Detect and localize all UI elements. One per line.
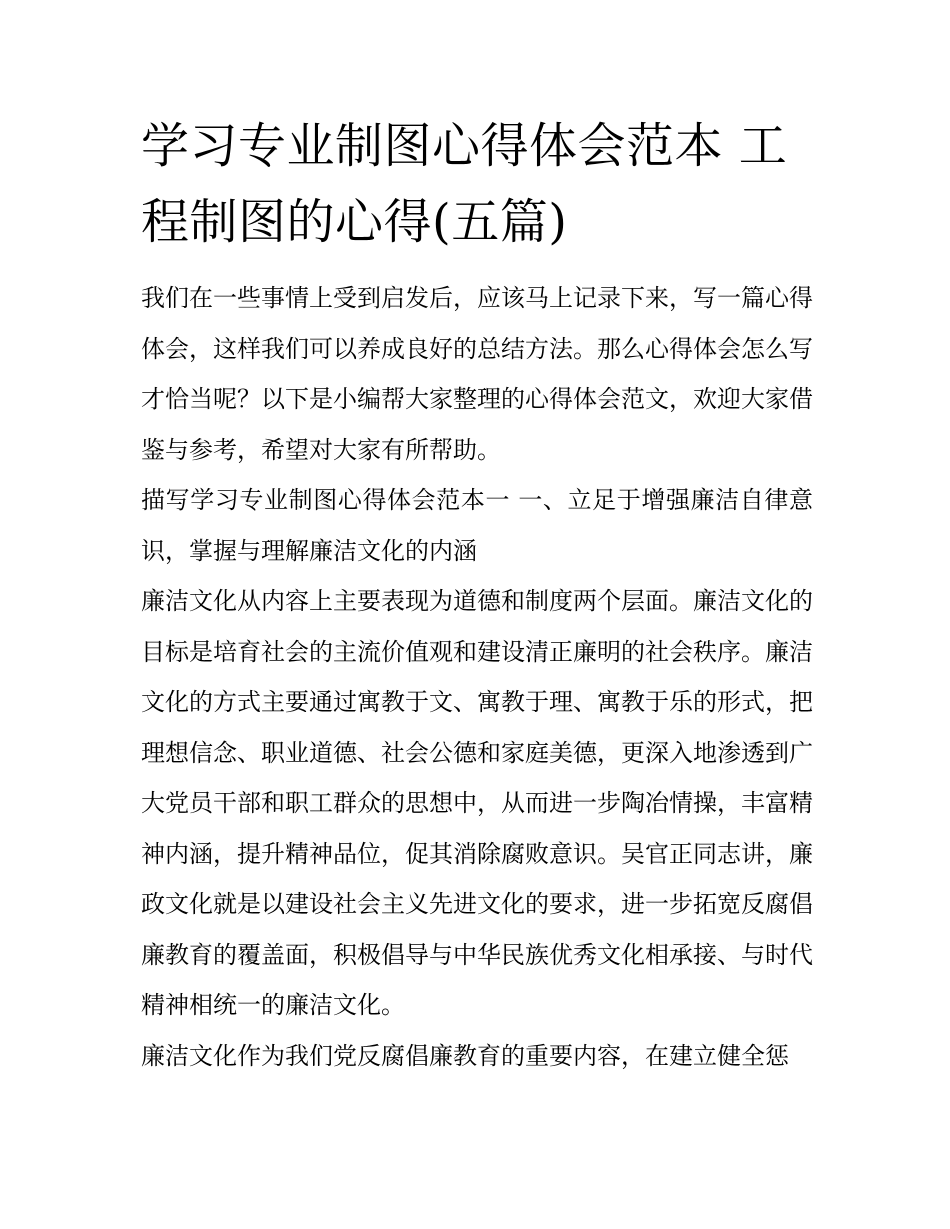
section-heading-paragraph: 描写学习专业制图心得体会范本一 一、立足于增强廉洁自律意识，掌握与理解廉洁文化的内涵 <box>141 486 813 565</box>
document-body <box>141 108 813 1081</box>
body-paragraph: 廉洁文化从内容上主要表现为道德和制度两个层面。廉洁文化的目标是培育社会的主流价值观和建设清正廉明的社会秩序。廉洁文化的方式主要通过寓教于文、寓教于理、寓教于乐的形式，把理想信念、职业道德、社会公德和家庭美德，更深入地渗透到广大党员干部和职工群众的思想中，从而进一步陶冶情操，丰富精神内涵，提升精神品位，促其消除腐败意识。吴官正同志讲，廉政文化就是以建设社会主义先进文化的要求，进一步拓宽反腐倡廉教育的覆盖面，积极倡导与中华民族优秀文化相承接、与时代精神相统一的廉洁文化。 <box>141 587 813 1019</box>
intro-paragraph: 我们在一些事情上受到启发后，应该马上记录下来，写一篇心得体会，这样我们可以养成良好的总结方法。那么心得体会怎么写才恰当呢？以下是小编帮大家整理的心得体会范文，欢迎大家借鉴与参考，希望对大家有所帮助。 <box>141 284 813 464</box>
document-title: 学习专业制图心得体会范本 工程制图的心得(五篇) <box>141 118 788 250</box>
body-paragraph: 廉洁文化作为我们党反腐倡廉教育的重要内容，在建立健全惩 <box>141 1041 789 1070</box>
